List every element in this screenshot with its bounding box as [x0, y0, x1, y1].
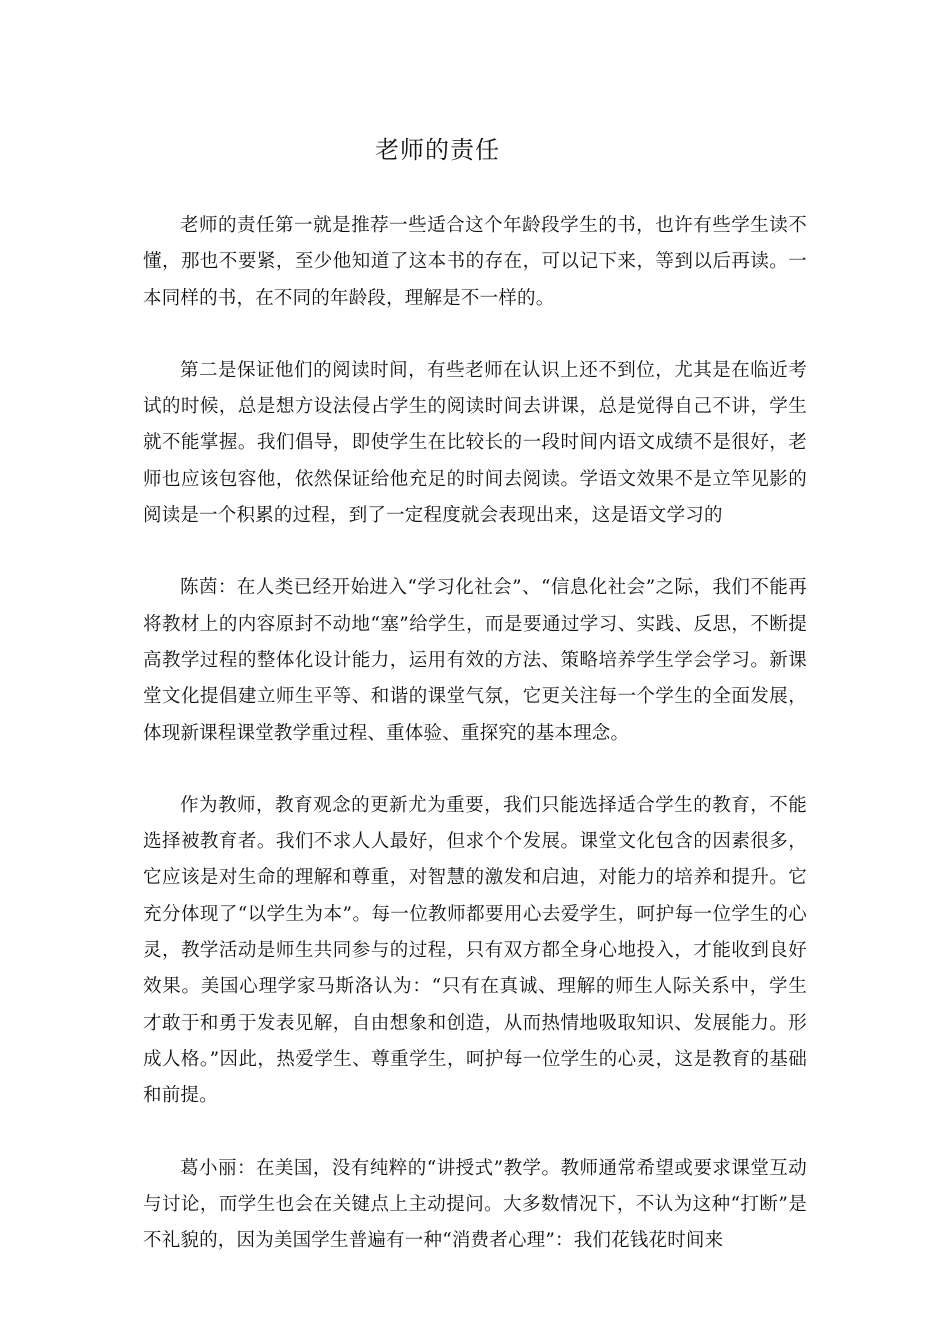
document-body: [143, 208, 807, 1295]
paragraph-4: 作为教师，教育观念的更新尤为重要，我们只能选择适合学生的教育，不能选择被教育者。我们不求人人最好，但求个个发展。课堂文化包含的因素很多，它应该是对生命的理解和尊重，对智慧的激发和启迪，对能力的培养和提升。它充分体现了“以学生为本”。每一位教师都要用心去爱学生，呵护每一位学生的心灵，教学活动是师生共同参与的过程，只有双方都全身心地投入，才能收到良好效果。美国心理学家马斯洛认为：“只有在真诚、理解的师生人际关系中，学生才敢于和勇于发表见解，自由想象和创造，从而热情地吸取知识、发展能力。形成人格。”因此，热爱学生、尊重学生，呵护每一位学生的心灵，这是教育的基础和前提。: [143, 794, 807, 1107]
paragraph-5: 葛小丽：在美国，没有纯粹的“讲授式”教学。教师通常希望或要求课堂互动与讨论，而学生也会在关键点上主动提问。大多数情况下，不认为这种“打断”是不礼貌的，因为美国学生普遍有一种“消费者心理”：我们花钱花时间来: [143, 1157, 807, 1252]
paragraph-2: 第二是保证他们的阅读时间，有些老师在认识上还不到位，尤其是在临近考试的时候，总是想方设法侵占学生的阅读时间去讲课，总是觉得自己不讲，学生就不能掌握。我们倡导，即使学生在比较长的一段时间内语文成绩不是很好，老师也应该包容他，依然保证给他充足的时间去阅读。学语文效果不是立竿见影的阅读是一个积累的过程，到了一定程度就会表现出来，这是语文学习的: [143, 359, 807, 527]
document-title: 老师的责任: [375, 136, 500, 164]
paragraph-3: 陈茵：在人类已经开始进入“学习化社会”、“信息化社会”之际，我们不能再将教材上的内容原封不动地“塞”给学生，而是要通过学习、实践、反思，不断提高教学过程的整体化设计能力，运用有效的方法、策略培养学生学会学习。新课堂文化提倡建立师生平等、和谐的课堂气氛，它更关注每一个学生的全面发展，体现新课程课堂教学重过程、重体验、重探究的基本理念。: [143, 577, 807, 744]
paragraph-1: 老师的责任第一就是推荐一些适合这个年龄段学生的书，也许有些学生读不懂，那也不要紧，至少他知道了这本书的存在，可以记下来，等到以后再读。一本同样的书，在不同的年龄段，理解是不一样的。: [143, 215, 807, 309]
